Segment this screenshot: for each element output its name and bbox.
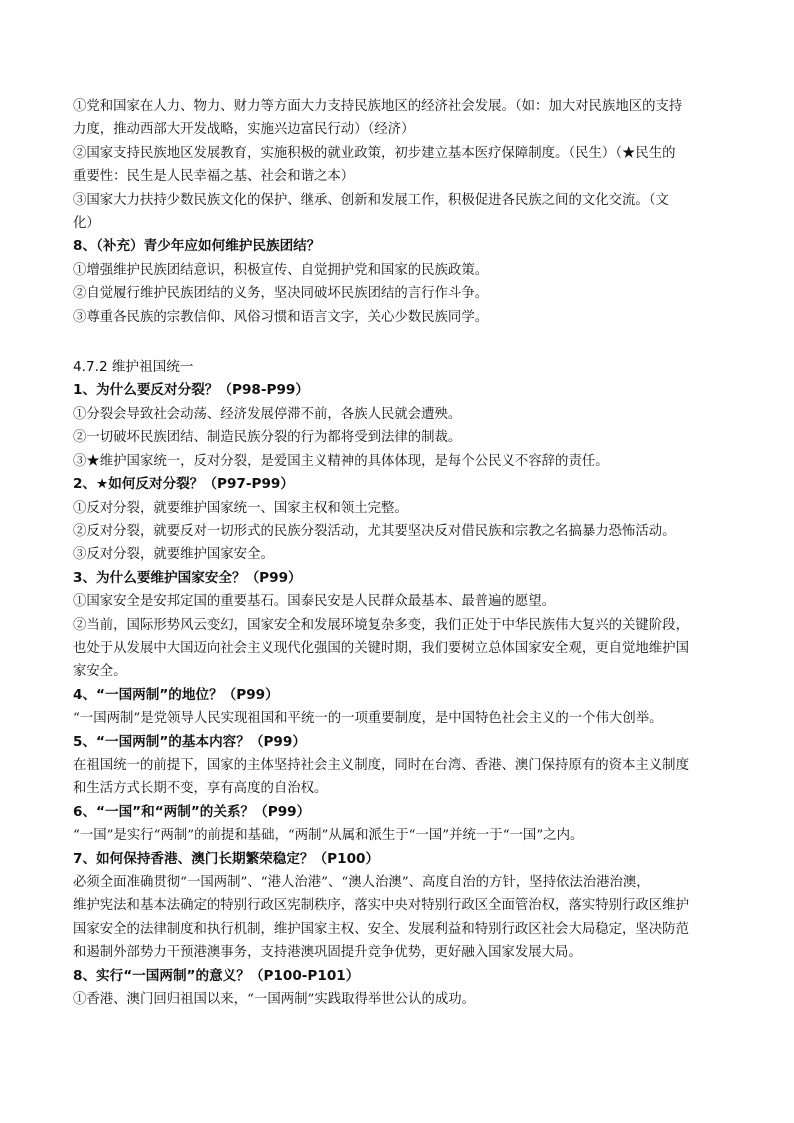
question-heading: 2、★如何反对分裂？（P97-P99）: [73, 476, 294, 493]
question-heading: 7、如何保持香港、澳门长期繁荣稳定？（P100）: [73, 850, 380, 867]
answer-line: ②自觉履行维护民族团结的义务，坚决同破坏民族团结的言行作斗争。: [73, 286, 489, 302]
answer-line: ①国家安全是安邦定国的重要基石。国泰民安是人民群众最基本、最普遍的愿望。: [73, 594, 556, 610]
answer-line: 和生活方式长期不变，享有高度的自治权。: [73, 781, 328, 797]
question-heading: 8、（补充）青少年应如何维护民族团结？: [73, 238, 321, 255]
question-heading: 5、“一国两制”的基本内容？（P99）: [73, 733, 306, 750]
answer-line: ①香港、澳门回归祖国以来，“一国两制”实践取得举世公认的成功。: [73, 992, 476, 1008]
answer-line: ③反对分裂，就要维护国家安全。: [73, 547, 274, 563]
question-heading: 4、“一国两制”的地位？（P99）: [73, 686, 279, 703]
answer-line: ②一切破坏民族团结、制造民族分裂的行为都将受到法律的制裁。: [73, 430, 462, 446]
answer-line: ①增强维护民族团结意识，积极宣传、自觉拥护党和国家的民族政策。: [73, 262, 489, 278]
document-page: [73, 95, 723, 1011]
section-title: 4.7.2 维护祖国统一: [73, 359, 194, 376]
text-line: 力度，推动西部大开发战略，实施兴边富民行动）（经济）: [73, 122, 415, 138]
answer-line: 维护宪法和基本法确定的特别行政区宪制秩序，落实中央对特别行政区全面管治权，落实特别行政区维护: [73, 898, 689, 914]
text-line: 重要性：民生是人民幸福之基、社会和谐之本）: [73, 169, 355, 185]
question-heading: 6、“一国”和“两制”的关系？（P99）: [73, 803, 311, 820]
text-line: 化）: [73, 216, 100, 232]
answer-line: 和遏制外部势力干预港澳事务，支持港澳巩固提升竞争优势，更好融入国家发展大局。: [73, 945, 582, 961]
answer-line: ①分裂会导致社会动荡、经济发展停滞不前，各族人民就会遭殃。: [73, 406, 462, 422]
question-heading: 1、为什么要反对分裂？（P98-P99）: [73, 382, 309, 399]
answer-line: “一国”是实行“两制”的前提和基础，“两制”从属和派生于“一国”并统一于“一国”之内。: [73, 828, 584, 844]
text-line: ②国家支持民族地区发展教育，实施积极的就业政策，初步建立基本医疗保障制度。（民生）（★民生的: [73, 145, 676, 161]
answer-line: 国家安全的法律制度和执行机制，维护国家主权、安全、发展利益和特别行政区社会大局稳定，坚决防范: [73, 921, 689, 937]
answer-line: 必须全面准确贯彻“一国两制”、“港人治港”、“澳人治澳”、高度自治的方针，坚持依法治港治澳，: [73, 875, 650, 890]
question-heading: 3、为什么要维护国家安全？（P99）: [73, 569, 302, 586]
question-heading: 8、实行“一国两制”的意义？（P100-P101）: [73, 967, 360, 984]
answer-line: ③尊重各民族的宗教信仰、风俗习惯和语言文字，关心少数民族同学。: [73, 309, 489, 325]
text-line: ③国家大力扶持少数民族文化的保护、继承、创新和发展工作，积极促进各民族之间的文化交流。（文: [73, 192, 669, 208]
answer-line: ②当前，国际形势风云变幻，国家安全和发展环境复杂多变，我们正处于中华民族伟大复兴的关键阶段，: [73, 617, 689, 633]
answer-line: 家安全。: [73, 664, 127, 680]
answer-line: ①反对分裂，就要维护国家统一、国家主权和领土完整。: [73, 500, 408, 516]
answer-line: “一国两制”是党领导人民实现祖国和平统一的一项重要制度，是中国特色社会主义的一个伟大创举。: [73, 711, 663, 727]
answer-line: ②反对分裂，就要反对一切形式的民族分裂活动，尤其要坚决反对借民族和宗教之名搞暴力恐怖活动。: [73, 523, 676, 539]
text-line: ①党和国家在人力、物力、财力等方面大力支持民族地区的经济社会发展。（如：加大对民族地区的支持: [73, 99, 683, 114]
answer-line: ③★维护国家统一，反对分裂，是爱国主义精神的具体体现，是每个公民义不容辞的责任。: [73, 453, 609, 469]
ethnic-support-block: [73, 95, 723, 235]
answer-line: 在祖国统一的前提下，国家的主体坚持社会主义制度，同时在台湾、香港、澳门保持原有的资本主义制度: [73, 757, 689, 773]
answer-line: 也处于从发展中大国迈向社会主义现代化强国的关键时期，我们要树立总体国家安全观，更自觉地维护国: [73, 640, 689, 656]
